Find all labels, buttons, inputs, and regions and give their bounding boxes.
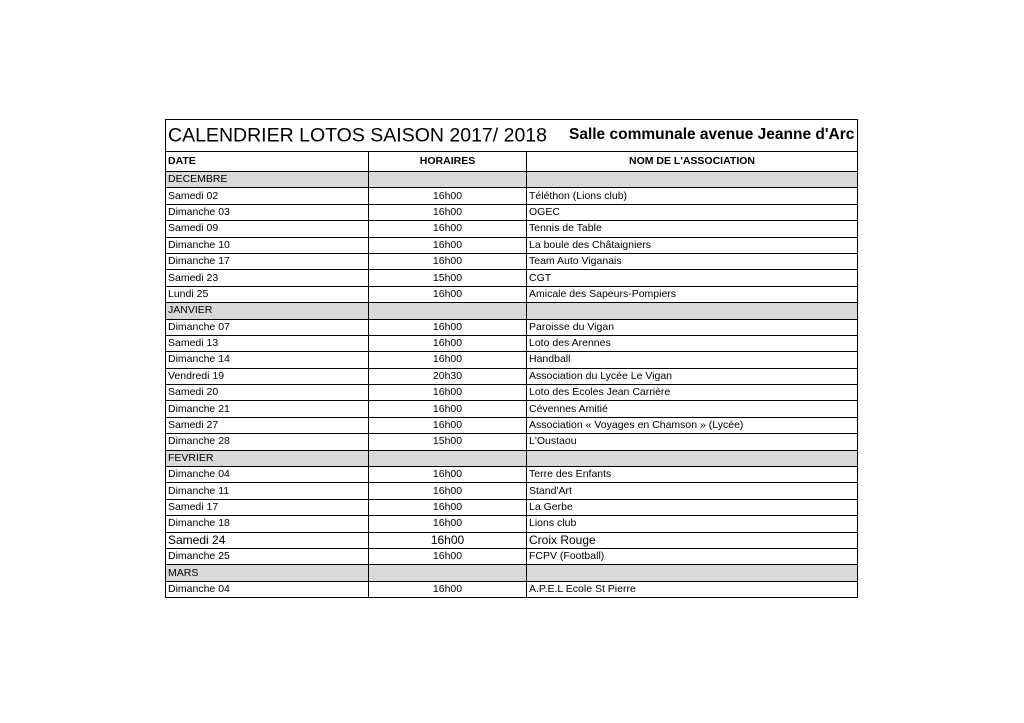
table-row	[166, 221, 858, 237]
time-cell: 16h00	[369, 417, 527, 433]
table-row	[166, 368, 858, 384]
association-cell: Association du Lycée Le Vigan	[527, 368, 858, 384]
time-cell: 16h00	[369, 401, 527, 417]
table-row	[166, 270, 858, 286]
month-time-blank	[369, 450, 527, 466]
title-row	[166, 120, 858, 152]
date-cell: Samedi 02	[166, 188, 369, 204]
date-cell: Dimanche 25	[166, 548, 369, 564]
date-cell: Dimanche 17	[166, 253, 369, 269]
table-row	[166, 319, 858, 335]
table-row	[166, 434, 858, 450]
table-body	[166, 120, 858, 598]
month-time-blank	[369, 565, 527, 581]
time-cell: 15h00	[369, 270, 527, 286]
header-time: HORAIRES	[369, 152, 527, 172]
association-cell: Téléthon (Lions club)	[527, 188, 858, 204]
date-cell: Samedi 17	[166, 499, 369, 515]
association-cell: Amicale des Sapeurs-Pompiers	[527, 286, 858, 302]
association-cell: Stand'Art	[527, 483, 858, 499]
association-cell: Paroisse du Vigan	[527, 319, 858, 335]
date-cell: Dimanche 04	[166, 467, 369, 483]
lotos-calendar-table	[165, 119, 858, 598]
table-row	[166, 188, 858, 204]
association-cell: Terre des Enfants	[527, 467, 858, 483]
time-cell: 16h00	[369, 188, 527, 204]
time-cell: 16h00	[369, 335, 527, 351]
month-association-blank	[527, 565, 858, 581]
association-cell: Lions club	[527, 516, 858, 532]
time-cell: 16h00	[369, 253, 527, 269]
title-cell	[166, 120, 858, 152]
date-cell: Lundi 25	[166, 286, 369, 302]
association-cell: L'Oustaou	[527, 434, 858, 450]
header-date: DATE	[166, 152, 369, 172]
month-name: JANVIER	[166, 303, 369, 319]
association-cell: La Gerbe	[527, 499, 858, 515]
date-cell: Dimanche 18	[166, 516, 369, 532]
time-cell: 16h00	[369, 237, 527, 253]
time-cell: 20h30	[369, 368, 527, 384]
association-cell: A.P.E.L Ecole St Pierre	[527, 581, 858, 597]
table-row	[166, 286, 858, 302]
time-cell: 16h00	[369, 352, 527, 368]
table-row	[166, 499, 858, 515]
time-cell: 16h00	[369, 581, 527, 597]
table-row	[166, 548, 858, 564]
table-row	[166, 401, 858, 417]
date-cell: Dimanche 10	[166, 237, 369, 253]
date-cell: Samedi 24	[166, 532, 369, 548]
date-cell: Vendredi 19	[166, 368, 369, 384]
date-cell: Dimanche 07	[166, 319, 369, 335]
table-row	[166, 532, 858, 548]
month-time-blank	[369, 172, 527, 188]
table-row	[166, 253, 858, 269]
header-association: NOM DE L'ASSOCIATION	[527, 152, 858, 172]
month-row	[166, 303, 858, 319]
table-row	[166, 581, 858, 597]
date-cell: Dimanche 11	[166, 483, 369, 499]
association-cell: FCPV (Football)	[527, 548, 858, 564]
association-cell: La boule des Châtaigniers	[527, 237, 858, 253]
association-cell: Handball	[527, 352, 858, 368]
date-cell: Samedi 13	[166, 335, 369, 351]
time-cell: 15h00	[369, 434, 527, 450]
association-cell: Loto des Arennes	[527, 335, 858, 351]
association-cell: Loto des Ecoles Jean Carrière	[527, 385, 858, 401]
page-title: CALENDRIER LOTOS SAISON 2017/ 2018	[168, 124, 547, 147]
month-row	[166, 172, 858, 188]
month-name: DECEMBRE	[166, 172, 369, 188]
table-row	[166, 467, 858, 483]
association-cell: Association « Voyages en Chamson » (Lycée)	[527, 417, 858, 433]
date-cell: Samedi 23	[166, 270, 369, 286]
date-cell: Dimanche 28	[166, 434, 369, 450]
table-row	[166, 352, 858, 368]
date-cell: Samedi 27	[166, 417, 369, 433]
time-cell: 16h00	[369, 204, 527, 220]
month-association-blank	[527, 450, 858, 466]
date-cell: Dimanche 03	[166, 204, 369, 220]
table-row	[166, 483, 858, 499]
table-row	[166, 385, 858, 401]
table-row	[166, 204, 858, 220]
date-cell: Dimanche 04	[166, 581, 369, 597]
time-cell: 16h00	[369, 483, 527, 499]
time-cell: 16h00	[369, 221, 527, 237]
page-subtitle: Salle communale avenue Jeanne d'Arc	[568, 126, 855, 143]
association-cell: Croix Rouge	[527, 532, 858, 548]
time-cell: 16h00	[369, 499, 527, 515]
month-name: MARS	[166, 565, 369, 581]
month-time-blank	[369, 303, 527, 319]
date-cell: Dimanche 14	[166, 352, 369, 368]
time-cell: 16h00	[369, 286, 527, 302]
table-row	[166, 335, 858, 351]
header-row	[166, 152, 858, 172]
date-cell: Dimanche 21	[166, 401, 369, 417]
month-association-blank	[527, 303, 858, 319]
time-cell: 16h00	[369, 516, 527, 532]
date-cell: Samedi 09	[166, 221, 369, 237]
table-row	[166, 417, 858, 433]
month-row	[166, 565, 858, 581]
association-cell: OGEC	[527, 204, 858, 220]
month-row	[166, 450, 858, 466]
time-cell: 16h00	[369, 385, 527, 401]
time-cell: 16h00	[369, 319, 527, 335]
association-cell: CGT	[527, 270, 858, 286]
time-cell: 16h00	[369, 467, 527, 483]
time-cell: 16h00	[369, 532, 527, 548]
date-cell: Samedi 20	[166, 385, 369, 401]
month-name: FEVRIER	[166, 450, 369, 466]
time-cell: 16h00	[369, 548, 527, 564]
table-row	[166, 237, 858, 253]
association-cell: Tennis de Table	[527, 221, 858, 237]
table-row	[166, 516, 858, 532]
association-cell: Team Auto Viganais	[527, 253, 858, 269]
month-association-blank	[527, 172, 858, 188]
association-cell: Cévennes Amitié	[527, 401, 858, 417]
